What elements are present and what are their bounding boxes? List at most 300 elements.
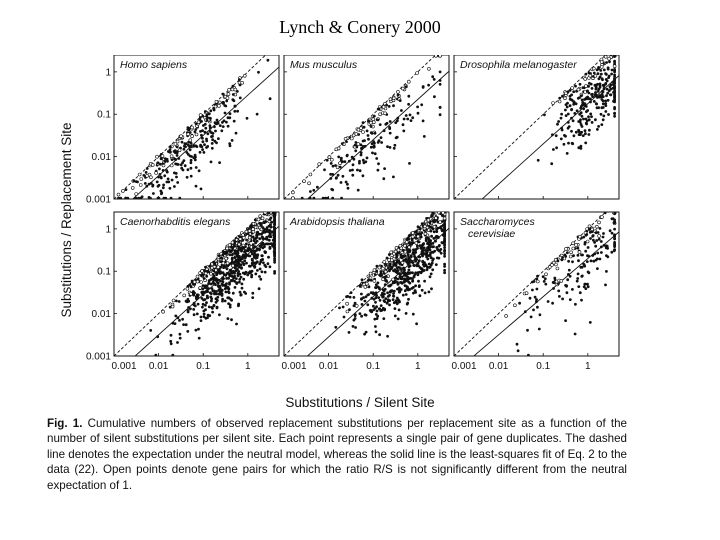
- x-axis-title: Substitutions / Silent Site: [285, 395, 435, 410]
- filled-point: [176, 154, 179, 157]
- filled-point: [221, 278, 224, 281]
- filled-point: [395, 299, 398, 302]
- filled-point: [212, 107, 215, 110]
- open-point: [252, 228, 255, 231]
- open-point: [575, 244, 578, 247]
- filled-point: [380, 136, 383, 139]
- filled-point: [378, 139, 381, 142]
- filled-point: [430, 235, 433, 238]
- open-point: [195, 133, 198, 136]
- filled-point: [420, 103, 423, 106]
- filled-point: [576, 280, 579, 283]
- filled-point: [551, 133, 554, 136]
- filled-point: [221, 294, 224, 297]
- filled-point: [197, 328, 200, 331]
- filled-point: [430, 273, 433, 276]
- filled-point: [256, 255, 259, 258]
- filled-point: [230, 298, 233, 301]
- filled-point: [175, 172, 178, 175]
- filled-point: [418, 271, 421, 274]
- filled-point: [405, 114, 408, 117]
- filled-point: [565, 114, 568, 117]
- filled-point: [585, 97, 588, 100]
- filled-point: [428, 246, 431, 249]
- filled-point: [543, 280, 546, 283]
- panel-species-label: Homo sapiens: [120, 59, 188, 71]
- filled-point: [556, 123, 559, 126]
- filled-point: [360, 293, 363, 296]
- filled-point: [273, 215, 276, 218]
- filled-point: [269, 230, 272, 233]
- filled-point: [348, 160, 351, 163]
- filled-point: [338, 307, 341, 310]
- filled-point: [592, 239, 595, 242]
- open-point: [151, 163, 154, 166]
- filled-point: [393, 290, 396, 293]
- open-point: [434, 55, 437, 57]
- filled-point: [429, 275, 432, 278]
- filled-point: [156, 181, 159, 184]
- filled-point: [233, 110, 236, 113]
- filled-point: [215, 301, 218, 304]
- filled-point: [215, 122, 218, 125]
- filled-point: [208, 306, 211, 309]
- open-point: [593, 227, 596, 230]
- open-point: [369, 272, 372, 275]
- filled-point: [402, 130, 405, 133]
- filled-point: [207, 282, 210, 285]
- open-point: [303, 180, 306, 183]
- filled-point: [187, 168, 190, 171]
- filled-point: [204, 317, 207, 320]
- filled-point: [170, 342, 173, 345]
- filled-point: [206, 296, 209, 299]
- filled-point: [580, 131, 583, 134]
- filled-point: [377, 162, 380, 165]
- open-point: [138, 173, 141, 176]
- filled-point: [411, 271, 414, 274]
- filled-point: [393, 147, 396, 150]
- filled-point: [203, 277, 206, 280]
- filled-point: [211, 142, 214, 145]
- open-point: [373, 269, 376, 272]
- filled-point: [346, 155, 349, 158]
- open-point: [405, 241, 408, 244]
- filled-point: [202, 274, 205, 277]
- filled-point: [178, 300, 181, 303]
- filled-point: [182, 323, 185, 326]
- filled-point: [198, 169, 201, 172]
- filled-point: [273, 227, 276, 230]
- filled-point: [384, 297, 387, 300]
- filled-point: [195, 297, 198, 300]
- filled-point: [392, 281, 395, 284]
- open-point: [161, 155, 164, 158]
- filled-point: [586, 90, 589, 93]
- filled-point: [575, 102, 578, 105]
- open-point: [397, 249, 400, 252]
- filled-point: [550, 162, 553, 165]
- open-point: [613, 65, 616, 68]
- filled-point: [176, 341, 179, 344]
- filled-point: [564, 319, 567, 322]
- filled-point: [428, 254, 431, 257]
- filled-point: [392, 292, 395, 295]
- filled-point: [212, 132, 215, 135]
- filled-point: [398, 290, 401, 293]
- filled-point: [377, 108, 380, 111]
- filled-point: [610, 93, 613, 96]
- filled-point: [225, 100, 228, 103]
- filled-point: [432, 219, 435, 222]
- filled-point: [385, 104, 388, 107]
- open-point: [403, 244, 406, 247]
- filled-point: [213, 292, 216, 295]
- filled-point: [532, 309, 535, 312]
- filled-point: [222, 264, 225, 267]
- filled-point: [577, 97, 580, 100]
- filled-point: [580, 299, 583, 302]
- panel-saccharomyces-cerevisiae: [451, 199, 619, 373]
- open-point: [584, 85, 587, 88]
- filled-point: [240, 266, 243, 269]
- filled-point: [577, 254, 580, 257]
- filled-point: [197, 303, 200, 306]
- filled-point: [590, 83, 593, 86]
- filled-point: [273, 255, 276, 258]
- filled-point: [378, 333, 381, 336]
- filled-point: [207, 287, 210, 290]
- filled-point: [200, 188, 203, 191]
- filled-point: [604, 284, 607, 287]
- filled-point: [597, 106, 600, 109]
- filled-point: [407, 259, 410, 262]
- open-point: [346, 302, 349, 305]
- filled-point: [531, 289, 534, 292]
- filled-point: [204, 291, 207, 294]
- filled-point: [240, 276, 243, 279]
- filled-point: [596, 267, 599, 270]
- filled-point: [164, 157, 167, 160]
- filled-point: [260, 259, 263, 262]
- open-point: [337, 147, 340, 150]
- filled-point: [530, 316, 533, 319]
- filled-point: [189, 148, 192, 151]
- filled-point: [557, 282, 560, 285]
- filled-point: [362, 121, 365, 124]
- filled-point: [238, 281, 241, 284]
- filled-point: [239, 247, 242, 250]
- open-point: [197, 121, 200, 124]
- filled-point: [331, 173, 334, 176]
- filled-point: [390, 267, 393, 270]
- filled-point: [373, 115, 376, 118]
- filled-point: [273, 251, 276, 254]
- filled-point: [433, 78, 436, 81]
- filled-point: [219, 124, 222, 127]
- filled-point: [174, 158, 177, 161]
- filled-point: [604, 110, 607, 113]
- filled-point: [587, 271, 590, 274]
- filled-point: [430, 230, 433, 233]
- filled-point: [572, 103, 575, 106]
- filled-point: [590, 260, 593, 263]
- open-point: [355, 304, 358, 307]
- filled-point: [374, 273, 377, 276]
- filled-point: [439, 113, 442, 116]
- filled-point: [201, 297, 204, 300]
- filled-point: [392, 104, 395, 107]
- filled-point: [256, 269, 259, 272]
- open-point: [231, 88, 234, 91]
- filled-point: [588, 129, 591, 132]
- filled-point: [187, 128, 190, 131]
- filled-point: [346, 183, 349, 186]
- filled-point: [418, 284, 421, 287]
- filled-point: [581, 99, 584, 102]
- filled-point: [443, 271, 446, 274]
- filled-point: [384, 283, 387, 286]
- filled-point: [563, 143, 566, 146]
- filled-point: [433, 95, 436, 98]
- filled-point: [596, 83, 599, 86]
- filled-point: [443, 223, 446, 226]
- filled-point: [273, 270, 276, 273]
- filled-point: [162, 184, 165, 187]
- open-point: [122, 189, 125, 192]
- open-point: [172, 299, 175, 302]
- filled-point: [185, 142, 188, 145]
- filled-point: [352, 163, 355, 166]
- filled-point: [408, 282, 411, 285]
- filled-point: [555, 146, 558, 149]
- filled-point: [179, 333, 182, 336]
- filled-point: [254, 265, 257, 268]
- filled-point: [588, 133, 591, 136]
- filled-point: [181, 141, 184, 144]
- filled-point: [582, 86, 585, 89]
- filled-point: [421, 245, 424, 248]
- filled-point: [435, 263, 438, 266]
- y-tick-label: 0.001: [85, 351, 111, 363]
- x-tick-label: 1: [585, 361, 591, 372]
- filled-point: [443, 252, 446, 255]
- filled-point: [595, 86, 598, 89]
- filled-point: [260, 224, 263, 227]
- filled-point: [209, 296, 212, 299]
- filled-point: [602, 95, 605, 98]
- filled-point: [201, 148, 204, 151]
- filled-point: [257, 71, 260, 74]
- open-point: [601, 216, 604, 219]
- filled-point: [351, 174, 354, 177]
- open-point: [564, 97, 567, 100]
- filled-point: [213, 125, 216, 128]
- filled-point: [389, 146, 392, 149]
- filled-point: [376, 119, 379, 122]
- filled-point: [232, 85, 235, 88]
- filled-point: [193, 302, 196, 305]
- filled-point: [560, 127, 563, 130]
- filled-point: [158, 184, 161, 187]
- filled-point: [144, 182, 147, 185]
- filled-point: [227, 125, 230, 128]
- filled-point: [423, 280, 426, 283]
- filled-point: [202, 284, 205, 287]
- filled-point: [552, 281, 555, 284]
- filled-point: [585, 73, 588, 76]
- filled-point: [570, 108, 573, 111]
- filled-point: [206, 270, 209, 273]
- filled-point: [263, 250, 266, 253]
- filled-point: [205, 275, 208, 278]
- filled-point: [604, 102, 607, 105]
- open-point: [439, 221, 442, 224]
- open-point: [592, 67, 595, 70]
- filled-point: [243, 259, 246, 262]
- filled-point: [244, 272, 247, 275]
- filled-point: [602, 106, 605, 109]
- filled-point: [402, 294, 405, 297]
- open-point: [536, 280, 539, 283]
- filled-point: [370, 291, 373, 294]
- filled-point: [234, 105, 237, 108]
- open-point: [505, 314, 508, 317]
- filled-point: [233, 261, 236, 264]
- filled-point: [591, 230, 594, 233]
- filled-point: [385, 279, 388, 282]
- filled-point: [225, 291, 228, 294]
- open-point: [570, 251, 573, 254]
- filled-point: [613, 108, 616, 111]
- filled-point: [240, 250, 243, 253]
- filled-point: [589, 113, 592, 116]
- filled-point: [354, 326, 357, 329]
- filled-point: [212, 261, 215, 264]
- filled-point: [359, 169, 362, 172]
- filled-point: [214, 130, 217, 133]
- filled-point: [190, 155, 193, 158]
- filled-point: [370, 146, 373, 149]
- filled-point: [221, 93, 224, 96]
- filled-point: [605, 254, 608, 257]
- filled-point: [533, 280, 536, 283]
- filled-point: [569, 298, 572, 301]
- filled-point: [199, 118, 202, 121]
- x-tick-label: 0.001: [111, 361, 137, 372]
- open-point: [222, 259, 225, 262]
- filled-point: [595, 239, 598, 242]
- filled-point: [591, 121, 594, 124]
- open-point: [201, 270, 204, 273]
- filled-point: [434, 236, 437, 239]
- open-point: [513, 304, 516, 307]
- filled-point: [576, 277, 579, 280]
- filled-point: [403, 118, 406, 121]
- y-tick-label: 0.01: [91, 152, 111, 164]
- open-point: [149, 176, 152, 179]
- filled-point: [407, 238, 410, 241]
- filled-point: [574, 85, 577, 88]
- open-point: [417, 235, 420, 238]
- filled-point: [537, 159, 540, 162]
- filled-point: [386, 122, 389, 125]
- filled-point: [417, 112, 420, 115]
- open-point: [383, 260, 386, 263]
- filled-point: [439, 83, 442, 86]
- filled-point: [221, 254, 224, 257]
- filled-point: [362, 174, 365, 177]
- open-point: [390, 259, 393, 262]
- filled-point: [244, 249, 247, 252]
- filled-point: [193, 144, 196, 147]
- filled-point: [394, 307, 397, 310]
- open-point: [171, 305, 174, 308]
- filled-point: [587, 285, 590, 288]
- open-point: [139, 184, 142, 187]
- open-point: [146, 174, 149, 177]
- filled-point: [580, 105, 583, 108]
- x-tick-label: 0.01: [318, 361, 339, 372]
- filled-point: [577, 259, 580, 262]
- x-tick-label: 1: [245, 361, 251, 372]
- filled-point: [603, 244, 606, 247]
- filled-point: [396, 136, 399, 139]
- filled-point: [407, 278, 410, 281]
- panel-species-label: Mus musculus: [290, 59, 358, 71]
- filled-point: [606, 80, 609, 83]
- filled-point: [212, 269, 215, 272]
- filled-point: [613, 221, 616, 224]
- filled-point: [419, 227, 422, 230]
- filled-point: [400, 256, 403, 259]
- filled-point: [200, 319, 203, 322]
- filled-point: [227, 317, 230, 320]
- filled-point: [582, 118, 585, 121]
- filled-point: [582, 236, 585, 239]
- filled-point: [177, 316, 180, 319]
- filled-point: [268, 239, 271, 242]
- filled-point: [568, 269, 571, 272]
- filled-point: [376, 265, 379, 268]
- filled-point: [224, 105, 227, 108]
- panel-drosophila-melanogaster: [454, 55, 619, 224]
- filled-point: [432, 251, 435, 254]
- open-point: [226, 262, 229, 265]
- filled-point: [517, 349, 520, 352]
- filled-point: [605, 61, 608, 64]
- open-point: [588, 225, 591, 228]
- open-point: [228, 88, 231, 91]
- open-point: [369, 121, 372, 124]
- filled-point: [370, 131, 373, 134]
- filled-point: [342, 175, 345, 178]
- filled-point: [237, 304, 240, 307]
- filled-point: [536, 275, 539, 278]
- filled-point: [443, 244, 446, 247]
- filled-point: [375, 157, 378, 160]
- filled-point: [542, 275, 545, 278]
- filled-point: [351, 169, 354, 172]
- filled-point: [427, 241, 430, 244]
- filled-point: [536, 306, 539, 309]
- filled-point: [157, 176, 160, 179]
- filled-point: [156, 335, 159, 338]
- filled-point: [309, 190, 312, 193]
- filled-point: [348, 331, 351, 334]
- filled-point: [366, 294, 369, 297]
- filled-point: [361, 303, 364, 306]
